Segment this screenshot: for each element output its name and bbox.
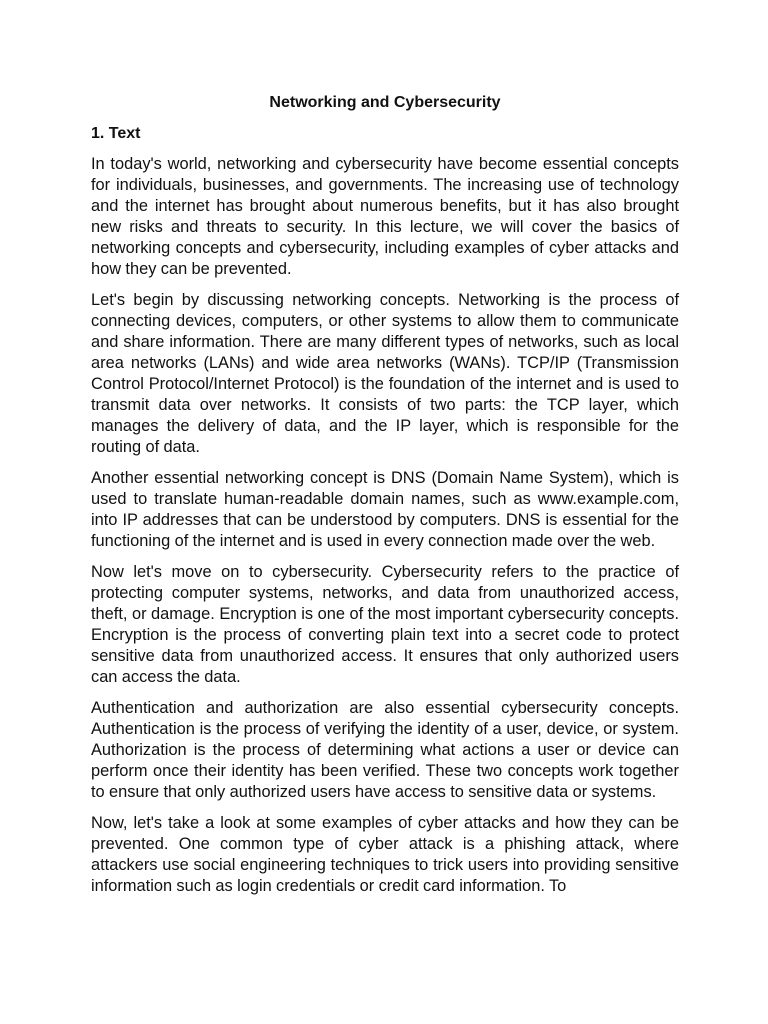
section-heading: 1. Text xyxy=(91,125,141,142)
document-body xyxy=(91,92,679,897)
paragraph-intro: In today's world, networking and cybersecurity have become essential concepts for individuals, businesses, and governments. The increasing use of technology and the internet has brought about numerous benefits, but it has also brought new risks and threats to security. In this lecture, we will cover the basics of networking concepts and cybersecurity, including examples of cyber attacks and how they can be prevented. xyxy=(91,155,679,278)
paragraph-cyber-attacks: Now, let's take a look at some examples of cyber attacks and how they can be prevented. One common type of cyber attack is a phishing attack, where attackers use social engineering techniques to trick users into providing sensitive information such as login credentials or credit card information. To xyxy=(91,814,679,895)
paragraph-networking-concepts: Let's begin by discussing networking concepts. Networking is the process of connecting devices, computers, or other systems to allow them to communicate and share information. There are many different types of networks, such as local area networks (LANs) and wide area networks (WANs). TCP/IP (Transmission Control Protocol/Internet Protocol) is the foundation of the internet and is used to transmit data over networks. It consists of two parts: the TCP layer, which manages the delivery of data, and the IP layer, which is responsible for the routing of data. xyxy=(91,291,679,456)
paragraph-cybersecurity-encryption: Now let's move on to cybersecurity. Cybersecurity refers to the practice of protecting computer systems, networks, and data from unauthorized access, theft, or damage. Encryption is one of the most important cybersecurity concepts. Encryption is the process of converting plain text into a secret code to protect sensitive data from unauthorized access. It ensures that only authorized users can access the data. xyxy=(91,563,679,686)
document-title: Networking and Cybersecurity xyxy=(269,94,501,111)
paragraph-authentication-authorization: Authentication and authorization are also essential cybersecurity concepts. Authentication is the process of verifying the identity of a user, device, or system. Authorization is the process of determining what actions a user or device can perform once their identity has been verified. These two concepts work together to ensure that only authorized users have access to sensitive data or systems. xyxy=(91,699,679,801)
paragraph-dns: Another essential networking concept is DNS (Domain Name System), which is used to translate human-readable domain names, such as www.example.com, into IP addresses that can be understood by computers. DNS is essential for the functioning of the internet and is used in every connection made over the web. xyxy=(91,469,679,550)
